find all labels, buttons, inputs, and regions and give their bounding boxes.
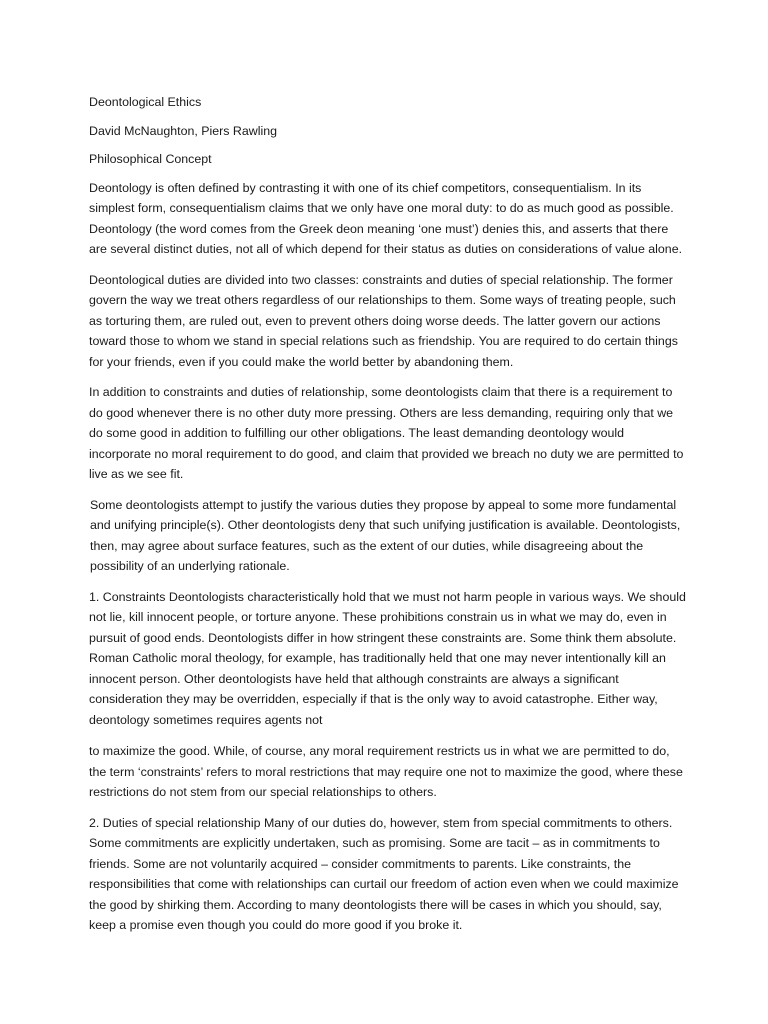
paragraph-justification: Some deontologists attempt to justify the various duties they propose by appeal to some more fundamental and unifying principle(s). Other deontologists deny that such unifying justification is available. Deontologists, then, may agree about surface features, such as the extent of our duties, while disagreeing about the possibility of an underlying rationale. — [90, 497, 681, 573]
document-category: Philosophical Concept — [89, 152, 212, 166]
document-page — [89, 92, 689, 946]
paragraph-intro: Deontology is often defined by contrasting it with one of its chief competitors, consequentialism. In its simplest form, consequentialism claims that we only have one moral duty: to do as much good as possible. Deontology (the word comes from the Greek deon meaning ‘one must’) denies this, and asserts that there are several distinct duties, not all of which depend for their status as duties on considerations of value alone. — [89, 180, 683, 256]
document-title: Deontological Ethics — [89, 95, 202, 109]
document-authors: David McNaughton, Piers Rawling — [89, 123, 278, 138]
paragraph-doing-good: In addition to constraints and duties of relationship, some deontologists claim that there is a requirement to do good whenever there is no other duty more pressing. Others are less demanding, requiring only that we do some good in addition to fulfilling our other obligations. The least demanding deontology would incorporate no moral requirement to do good, and claim that provided we breach no duty we are permitted to live as we see fit. — [89, 385, 684, 481]
paragraph-constraints: 1. Constraints Deontologists characteristically hold that we must not harm people in various ways. We should not lie, kill innocent people, or torture anyone. These prohibitions constrain us in what we may do, even in pursuit of good ends. Deontologists differ in how stringent these constraints are. Some think them absolute. Roman Catholic moral theology, for example, has traditionally held that one may never intentionally kill an innocent person. Other deontologists have held that although constraints are always a significant consideration they may be overridden, especially if that is the only way to avoid catastrophe. Either way, deontology sometimes requires agents not — [89, 589, 686, 727]
paragraph-constraints-continued: to maximize the good. While, of course, any moral requirement restricts us in what we are permitted to do, the term ‘constraints’ refers to moral restrictions that may require one not to maximize the good, where these restrictions do not stem from our special relationships to others. — [89, 744, 683, 799]
paragraph-classes: Deontological duties are divided into two classes: constraints and duties of special relationship. The former govern the way we treat others regardless of our relationships to them. Some ways of treating people, such as torturing them, are ruled out, even to prevent others doing worse deeds. The latter govern our actions toward those to whom we stand in special relations such as friendship. You are required to do certain things for your friends, even if you could make the world better by abandoning them. — [89, 272, 678, 369]
paragraph-special-relationship: 2. Duties of special relationship Many of our duties do, however, stem from special commitments to others. Some commitments are explicitly undertaken, such as promising. Some are tacit – as in commitments to friends. Some are not voluntarily acquired – consider commitments to parents. Like constraints, the responsibilities that come with relationships can curtail our freedom of action even when we could maximize the good by shirking them. According to many deontologists there will be cases in which you should, say, keep a promise even though you could do more good if you broke it. — [89, 815, 679, 932]
